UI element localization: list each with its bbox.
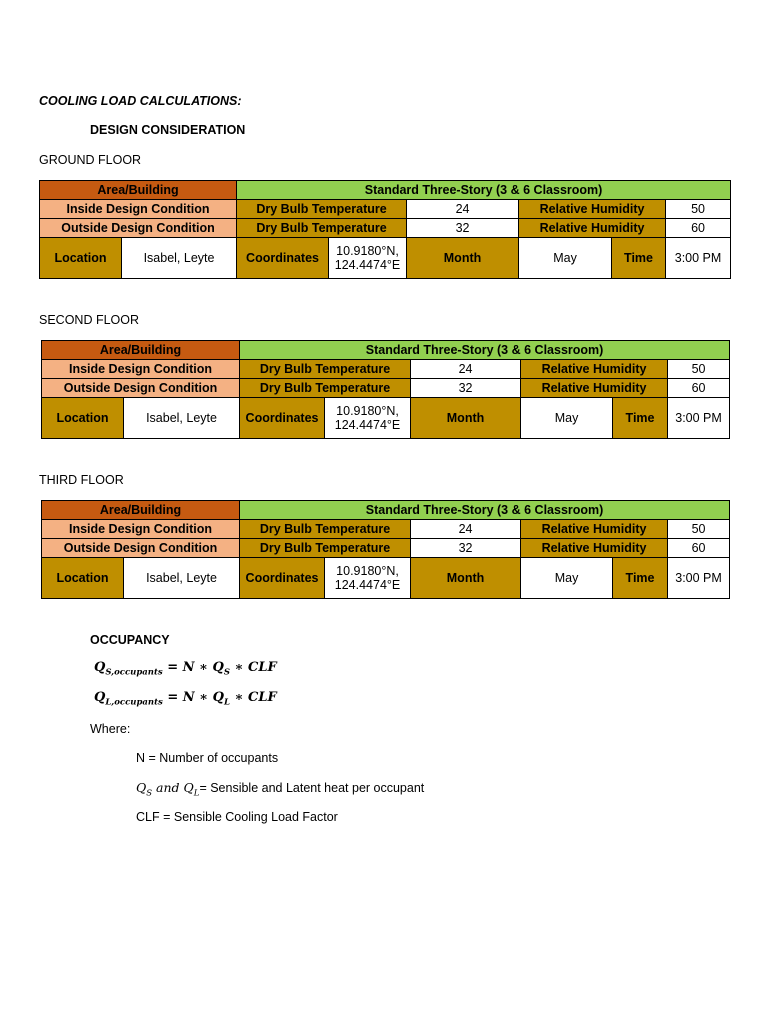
equation-latent: [94, 690, 277, 708]
coordinates-lat: 10.9180°N,: [336, 564, 399, 578]
page-title: COOLING LOAD CALCULATIONS:: [39, 94, 242, 108]
coordinates-value: [329, 238, 407, 279]
location-label: Location: [40, 238, 122, 279]
eq2-lhs-sub: L,occupants: [105, 697, 163, 708]
inside-design-label: Inside Design Condition: [40, 200, 237, 219]
time-label: Time: [612, 238, 666, 279]
eq1-lhs: Q: [94, 660, 106, 675]
outside-rh-value: 60: [666, 219, 731, 238]
coordinates-lat: 10.9180°N,: [336, 244, 399, 258]
area-building-value: Standard Three-Story (3 & 6 Classroom): [240, 341, 730, 360]
relative-humidity-label: Relative Humidity: [521, 539, 668, 558]
area-building-label: Area/Building: [42, 501, 240, 520]
def-q-b: [183, 780, 200, 799]
location-label: Location: [42, 558, 124, 599]
relative-humidity-label: Relative Humidity: [519, 200, 666, 219]
coordinates-lon: 124.4474°E: [334, 578, 401, 592]
area-building-value: Standard Three-Story (3 & 6 Classroom): [237, 181, 731, 200]
location-value: Isabel, Leyte: [124, 558, 240, 599]
def-q-b-sub: L: [193, 788, 200, 799]
def-q-b-symbol: Q: [183, 780, 194, 795]
outside-design-label: Outside Design Condition: [42, 379, 240, 398]
month-value: May: [519, 238, 612, 279]
coordinates-lat: 10.9180°N,: [336, 404, 399, 418]
time-label: Time: [613, 558, 668, 599]
dry-bulb-label: Dry Bulb Temperature: [240, 539, 411, 558]
second-floor-table: [41, 340, 730, 439]
location-label: Location: [42, 398, 124, 439]
area-building-value: Standard Three-Story (3 & 6 Classroom): [240, 501, 730, 520]
inside-rh-value: 50: [666, 200, 731, 219]
floor-heading-ground: GROUND FLOOR: [39, 153, 142, 167]
relative-humidity-label: Relative Humidity: [519, 219, 666, 238]
coordinates-lon: 124.4474°E: [334, 418, 401, 432]
area-building-label: Area/Building: [42, 341, 240, 360]
eq2-rhs-pre: = N ∗ Q: [162, 690, 224, 705]
time-label: Time: [613, 398, 668, 439]
inside-design-label: Inside Design Condition: [42, 360, 240, 379]
time-value: 3:00 PM: [668, 398, 730, 439]
area-building-label: Area/Building: [40, 181, 237, 200]
def-q-a: [136, 780, 153, 799]
definition-q: [136, 780, 424, 799]
outside-design-label: Outside Design Condition: [40, 219, 237, 238]
third-floor-table: [41, 500, 730, 599]
relative-humidity-label: Relative Humidity: [521, 520, 668, 539]
eq2-rhs-post: ∗ CLF: [229, 690, 277, 705]
dry-bulb-label: Dry Bulb Temperature: [240, 379, 411, 398]
dry-bulb-label: Dry Bulb Temperature: [240, 360, 411, 379]
inside-dry-bulb-value: 24: [411, 520, 521, 539]
coordinates-label: Coordinates: [240, 398, 325, 439]
relative-humidity-label: Relative Humidity: [521, 379, 668, 398]
location-value: Isabel, Leyte: [122, 238, 237, 279]
occupancy-heading: OCCUPANCY: [90, 633, 170, 647]
def-q-text: = Sensible and Latent heat per occupant: [199, 781, 425, 795]
floor-heading-second: SECOND FLOOR: [39, 313, 140, 327]
inside-rh-value: 50: [668, 520, 730, 539]
eq1-rhs-sub: S: [223, 667, 230, 678]
section-subtitle: DESIGN CONSIDERATION: [90, 123, 246, 137]
month-label: Month: [407, 238, 519, 279]
inside-dry-bulb-value: 24: [411, 360, 521, 379]
outside-dry-bulb-value: 32: [411, 539, 521, 558]
def-q-a-sub: S: [146, 788, 153, 799]
month-value: May: [521, 398, 613, 439]
time-value: 3:00 PM: [666, 238, 731, 279]
eq1-rhs-post: ∗ CLF: [230, 660, 277, 675]
outside-rh-value: 60: [668, 379, 730, 398]
ground-floor-table: [39, 180, 731, 279]
def-q-a-symbol: Q: [136, 780, 147, 795]
eq1-lhs-sub: S,occupants: [105, 667, 163, 678]
month-label: Month: [411, 558, 521, 599]
coordinates-label: Coordinates: [240, 558, 325, 599]
dry-bulb-label: Dry Bulb Temperature: [237, 219, 407, 238]
outside-design-label: Outside Design Condition: [42, 539, 240, 558]
inside-dry-bulb-value: 24: [407, 200, 519, 219]
definition-clf: CLF = Sensible Cooling Load Factor: [136, 810, 338, 824]
inside-rh-value: 50: [668, 360, 730, 379]
time-value: 3:00 PM: [668, 558, 730, 599]
equation-sensible: [94, 660, 277, 678]
coordinates-label: Coordinates: [237, 238, 329, 279]
coordinates-value: [325, 558, 411, 599]
floor-heading-third: THIRD FLOOR: [39, 473, 124, 487]
definition-n: N = Number of occupants: [136, 751, 279, 765]
month-value: May: [521, 558, 613, 599]
eq1-rhs-pre: = N ∗ Q: [162, 660, 224, 675]
location-value: Isabel, Leyte: [124, 398, 240, 439]
eq2-lhs: Q: [94, 690, 106, 705]
where-label: Where:: [90, 722, 131, 736]
month-label: Month: [411, 398, 521, 439]
eq2-rhs-sub: L: [224, 697, 230, 708]
def-q-and: and: [152, 780, 184, 795]
outside-dry-bulb-value: 32: [411, 379, 521, 398]
inside-design-label: Inside Design Condition: [42, 520, 240, 539]
outside-dry-bulb-value: 32: [407, 219, 519, 238]
relative-humidity-label: Relative Humidity: [521, 360, 668, 379]
outside-rh-value: 60: [668, 539, 730, 558]
coordinates-value: [325, 398, 411, 439]
dry-bulb-label: Dry Bulb Temperature: [237, 200, 407, 219]
coordinates-lon: 124.4474°E: [334, 258, 401, 272]
dry-bulb-label: Dry Bulb Temperature: [240, 520, 411, 539]
